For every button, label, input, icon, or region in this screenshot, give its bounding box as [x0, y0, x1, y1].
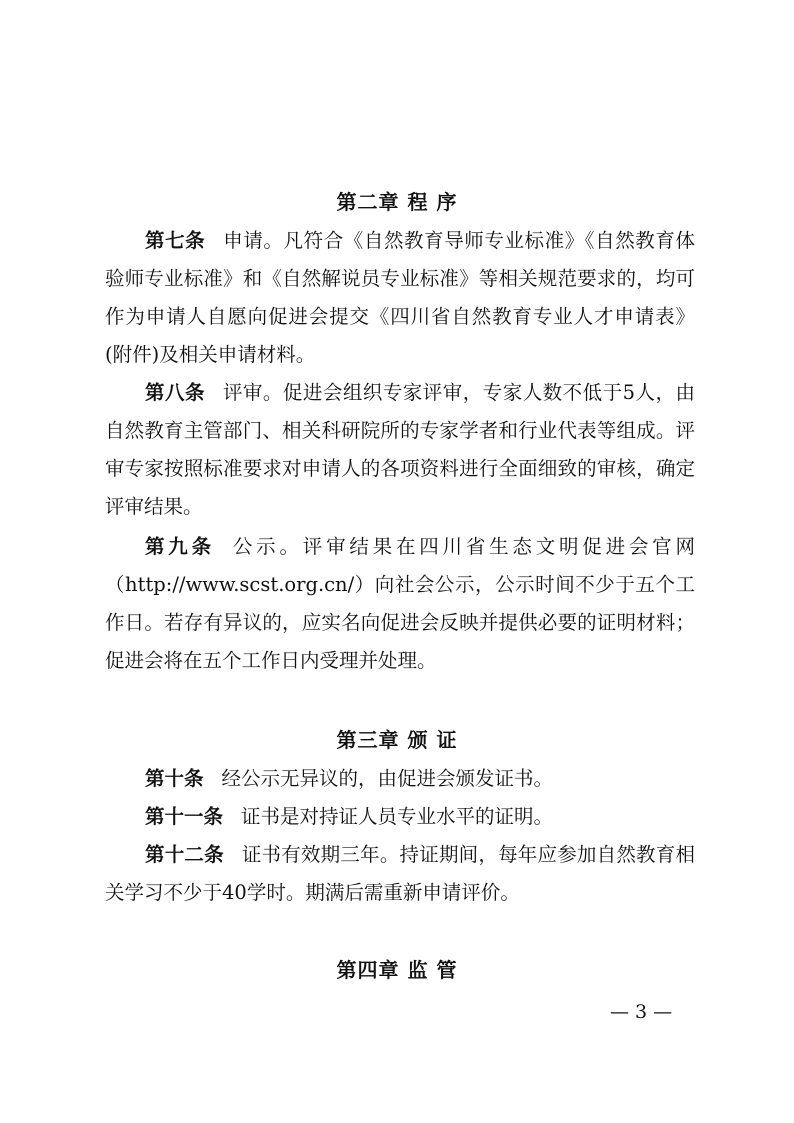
chapter-2-heading: 第二章 程 序	[336, 190, 458, 214]
article-8-text: 评审。促进会组织专家评审，专家人数不低于5人，由自然教育主管部门、相关科研院所的专家学者和行业代表等组成。评审专家按照标准要求对申请人的各项资料进行全面细致的审核，确定评审结果。	[105, 381, 695, 518]
chapter-4-heading: 第四章 监 管	[336, 958, 458, 982]
article-10	[105, 760, 695, 798]
article-12	[105, 836, 695, 912]
article-9-text: 公示。评审结果在四川省生态文明促进会官网（http://www.scst.org.cn/）向社会公示，公示时间不少于五个工作日。若存有异议的，应实名向促进会反映并提供必要的证明材料；促进会将在五个工作日内受理并处理。	[105, 535, 695, 672]
article-12-label: 第十二条	[145, 843, 224, 866]
article-9	[105, 528, 695, 680]
article-7-label: 第七条	[145, 229, 206, 252]
article-11-text: 证书是对持证人员专业水平的证明。	[241, 805, 554, 828]
article-7-text: 申请。凡符合《自然教育导师专业标准》《自然教育体验师专业标准》和《自然解说员专业标准》等相关规范要求的，均可作为申请人自愿向促进会提交《四川省自然教育专业人才申请表》(附件)及相关申请材料。	[105, 229, 695, 366]
article-10-label: 第十条	[145, 767, 204, 790]
article-8-label: 第八条	[145, 381, 205, 404]
page-number: — 3 —	[610, 1001, 673, 1023]
article-8	[105, 374, 695, 526]
article-11-label: 第十一条	[145, 805, 224, 828]
article-10-text: 经公示无异议的，由促进会颁发证书。	[221, 767, 554, 790]
article-11	[105, 798, 695, 836]
chapter-3-heading: 第三章 颁 证	[336, 728, 458, 752]
article-9-label: 第九条	[145, 535, 215, 558]
article-12-text: 证书有效期三年。持证期间，每年应参加自然教育相关学习不少于40学时。期满后需重新申请评价。	[105, 843, 695, 904]
article-7	[105, 222, 695, 374]
